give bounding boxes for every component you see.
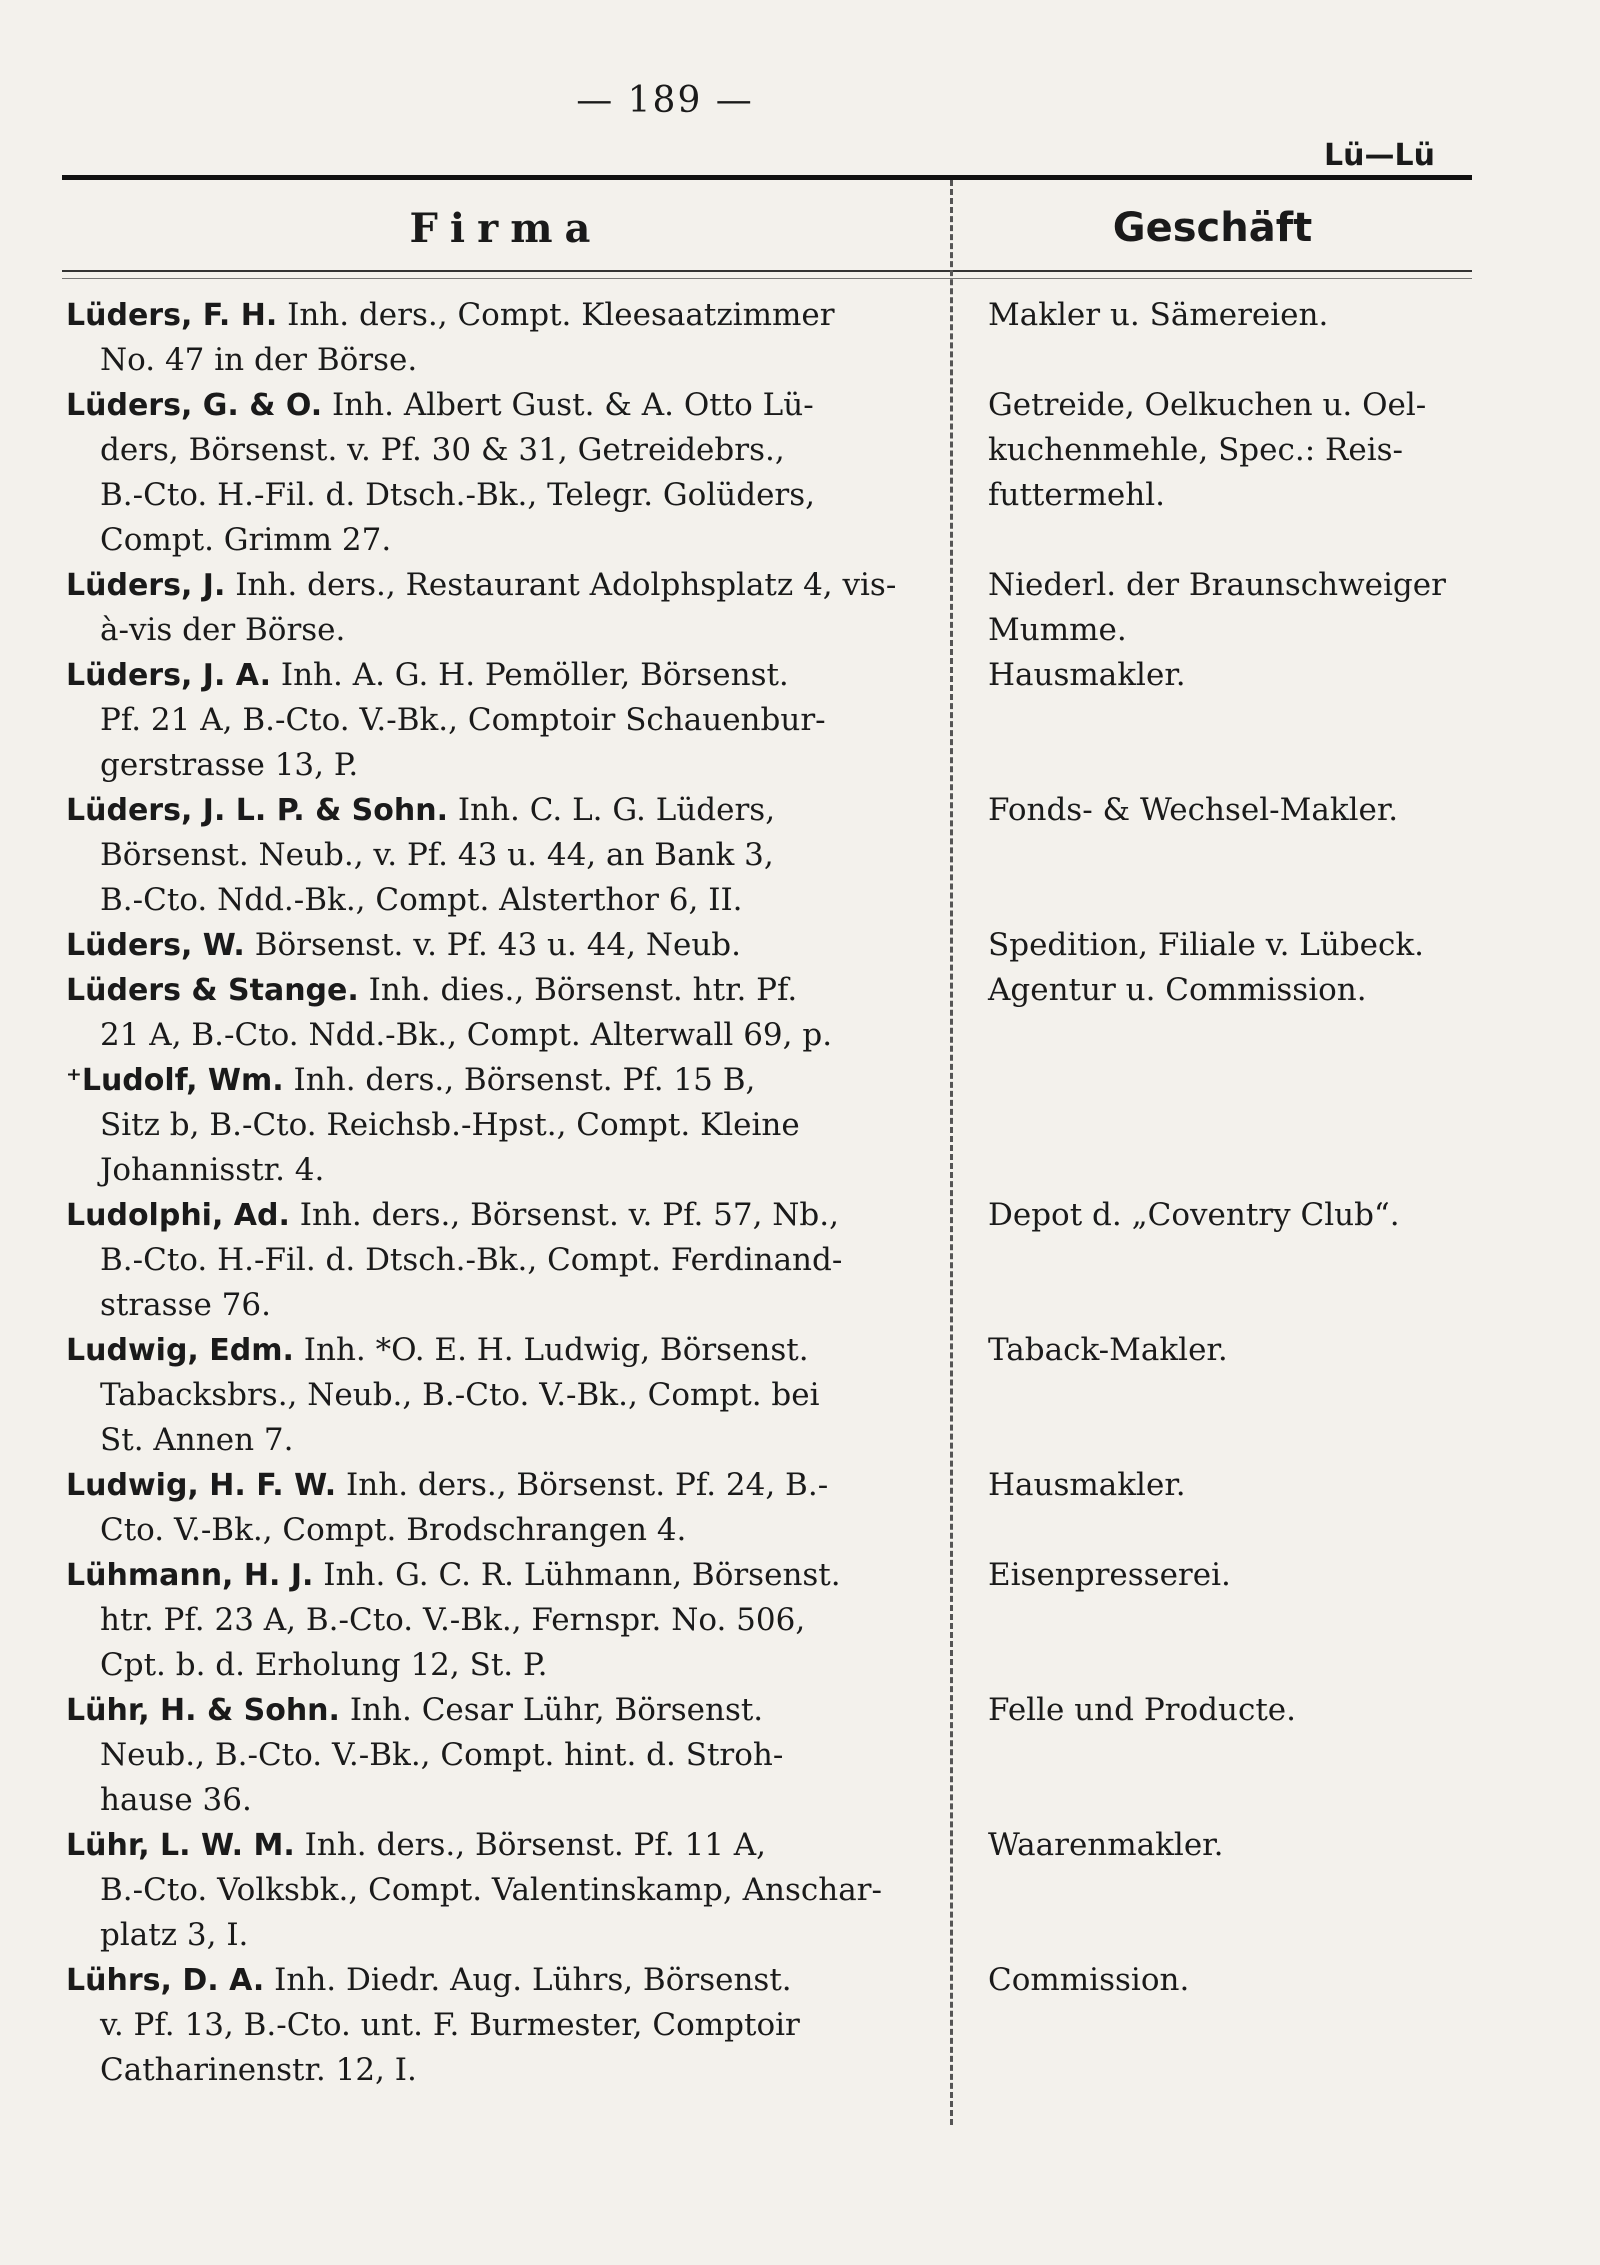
entry-continuation-line: Pf. 21 A, B.-Cto. V.-Bk., Comptoir Schauenbur- <box>100 702 826 738</box>
entry-first-line <box>66 1688 924 1733</box>
page-number: — 189 — <box>576 80 754 121</box>
entry-first-line-text: Inh. Cesar Lühr, Börsenst. <box>349 1692 764 1728</box>
entry-first-line <box>66 788 924 833</box>
entry-geschaeft-line: Hausmakler. <box>988 657 1186 693</box>
entry-name: Lüders & Stange. <box>66 973 359 1008</box>
entry-geschaeft <box>988 1193 1478 1238</box>
entry-first-line-text: Inh. ders., Börsenst. Pf. 15 B, <box>293 1062 756 1098</box>
entry-first-line <box>66 1463 924 1508</box>
entry-first-line-text: Inh. A. G. H. Pemöller, Börsenst. <box>280 657 789 693</box>
entry-geschaeft-line: kuchenmehle, Spec.: Reis- <box>988 432 1403 468</box>
entry-first-line-text: Inh. dies., Börsenst. htr. Pf. <box>368 972 798 1008</box>
entry-firma <box>66 383 924 563</box>
entry-continuation-line: Cto. V.-Bk., Compt. Brodschrangen 4. <box>100 1512 687 1548</box>
entry-geschaeft <box>988 923 1478 968</box>
entry-first-line <box>66 383 924 428</box>
entry-geschaeft <box>988 653 1478 698</box>
entry-geschaeft-line: Getreide, Oelkuchen u. Oel- <box>988 387 1427 423</box>
entry-continuation-line: 21 A, B.-Cto. Ndd.-Bk., Compt. Alterwall 69, p. <box>100 1017 833 1053</box>
entry-firma <box>66 1958 924 2093</box>
entry-first-line-text: Inh. Diedr. Aug. Lührs, Börsenst. <box>274 1962 792 1998</box>
entry-first-line-text: Inh. ders., Börsenst. v. Pf. 57, Nb., <box>299 1197 839 1233</box>
entry-name: Lüders, J. L. P. & Sohn. <box>66 793 449 828</box>
entry-firma <box>66 1193 924 1328</box>
entry-firma <box>66 923 924 968</box>
entry-continuation-line: strasse 76. <box>100 1287 271 1323</box>
entry-first-line <box>66 1328 924 1373</box>
entry-first-line <box>66 1823 924 1868</box>
entry-first-line-text: Inh. *O. E. H. Ludwig, Börsenst. <box>303 1332 809 1368</box>
entry-name: ⁺Ludolf, Wm. <box>66 1063 284 1098</box>
entry-name: Lüders, J. <box>66 568 226 603</box>
entry-continuation-line: Johannisstr. 4. <box>100 1152 325 1188</box>
entry-name: Lüders, F. H. <box>66 298 278 333</box>
entry-geschaeft-line: Depot d. „Coventry Club“. <box>988 1197 1400 1233</box>
entry-first-line <box>66 1058 924 1103</box>
entry-first-line-text: Inh. G. C. R. Lühmann, Börsenst. <box>323 1557 841 1593</box>
entry-geschaeft <box>988 1958 1478 2003</box>
entry-continuation-line: v. Pf. 13, B.-Cto. unt. F. Burmester, Comptoir <box>100 2007 800 2043</box>
entry-first-line <box>66 1193 924 1238</box>
entry-firma <box>66 653 924 788</box>
column-header-geschaeft: Geschäft <box>1112 205 1313 251</box>
entry-geschaeft-line: futtermehl. <box>988 477 1165 513</box>
entry-first-line <box>66 563 924 608</box>
entry-continuation-line: Börsenst. Neub., v. Pf. 43 u. 44, an Bank 3, <box>100 837 774 873</box>
entry-name: Lüders, J. A. <box>66 658 271 693</box>
header-rule-thin <box>62 278 1472 279</box>
entry-geschaeft-line: Makler u. Sämereien. <box>988 297 1329 333</box>
column-header-firma: Firma <box>409 205 603 252</box>
entry-firma <box>66 563 924 653</box>
entry-continuation-line: Compt. Grimm 27. <box>100 522 392 558</box>
entry-continuation-line: gerstrasse 13, P. <box>100 747 359 783</box>
column-divider <box>950 180 953 2125</box>
entry-geschaeft-line: Commission. <box>988 1962 1190 1998</box>
entry-continuation-line: B.-Cto. H.-Fil. d. Dtsch.-Bk., Compt. Ferdinand- <box>100 1242 843 1278</box>
entry-geschaeft-line: Hausmakler. <box>988 1467 1186 1503</box>
entry-first-line <box>66 1553 924 1598</box>
entry-first-line-text: Inh. ders., Börsenst. Pf. 24, B.- <box>346 1467 829 1503</box>
entry-first-line-text: Inh. ders., Börsenst. Pf. 11 A, <box>304 1827 767 1863</box>
entry-first-line <box>66 968 924 1013</box>
entry-name: Ludwig, H. F. W. <box>66 1468 337 1503</box>
entry-geschaeft-line: Eisenpresserei. <box>988 1557 1231 1593</box>
entry-geschaeft <box>988 788 1478 833</box>
entry-name: Lührs, D. A. <box>66 1963 265 1998</box>
header-rule <box>62 270 1472 272</box>
entry-firma <box>66 1058 924 1193</box>
entry-first-line-text: Inh. ders., Restaurant Adolphsplatz 4, vis- <box>235 567 897 603</box>
entry-first-line <box>66 293 924 338</box>
entry-geschaeft-line: Fonds- & Wechsel-Makler. <box>988 792 1399 828</box>
entry-first-line <box>66 1958 924 2003</box>
entry-geschaeft <box>988 1553 1478 1598</box>
entry-continuation-line: B.-Cto. H.-Fil. d. Dtsch.-Bk., Telegr. Golüders, <box>100 477 815 513</box>
entry-name: Ludwig, Edm. <box>66 1333 294 1368</box>
entry-geschaeft-line: Niederl. der Braunschweiger <box>988 567 1446 603</box>
entry-firma <box>66 1823 924 1958</box>
entry-continuation-line: ders, Börsenst. v. Pf. 30 & 31, Getreidebrs., <box>100 432 785 468</box>
entry-geschaeft-line: Taback-Makler. <box>988 1332 1228 1368</box>
entry-geschaeft-line: Agentur u. Commission. <box>988 972 1367 1008</box>
entry-geschaeft <box>988 968 1478 1013</box>
entry-continuation-line: Tabacksbrs., Neub., B.-Cto. V.-Bk., Compt. bei <box>100 1377 820 1413</box>
entry-continuation-line: Catharinenstr. 12, I. <box>100 2052 417 2088</box>
entry-first-line-text: Inh. Albert Gust. & A. Otto Lü- <box>331 387 814 423</box>
entry-geschaeft <box>988 1328 1478 1373</box>
entry-name: Lühr, H. & Sohn. <box>66 1693 340 1728</box>
entry-first-line-text: Börsenst. v. Pf. 43 u. 44, Neub. <box>254 927 741 963</box>
entry-name: Ludolphi, Ad. <box>66 1198 290 1233</box>
entry-geschaeft-line: Waarenmakler. <box>988 1827 1224 1863</box>
entry-continuation-line: St. Annen 7. <box>100 1422 294 1458</box>
entry-continuation-line: No. 47 in der Börse. <box>100 342 418 378</box>
entry-geschaeft <box>988 383 1478 518</box>
entry-geschaeft <box>988 293 1478 338</box>
entry-firma <box>66 1553 924 1688</box>
entry-geschaeft-line: Spedition, Filiale v. Lübeck. <box>988 927 1425 963</box>
entry-geschaeft-line: Felle und Producte. <box>988 1692 1296 1728</box>
entry-geschaeft <box>988 563 1478 653</box>
entry-geschaeft <box>988 1463 1478 1508</box>
entry-firma <box>66 1463 924 1553</box>
entry-continuation-line: B.-Cto. Volksbk., Compt. Valentinskamp, Anschar- <box>100 1872 882 1908</box>
entry-continuation-line: platz 3, I. <box>100 1917 249 1953</box>
entry-continuation-line: hause 36. <box>100 1782 252 1818</box>
entry-continuation-line: Neub., B.-Cto. V.-Bk., Compt. hint. d. Stroh- <box>100 1737 784 1773</box>
entry-firma <box>66 788 924 923</box>
entry-first-line <box>66 923 924 968</box>
running-head: Lü—Lü <box>1324 138 1435 173</box>
entry-first-line <box>66 653 924 698</box>
entry-geschaeft <box>988 1688 1478 1733</box>
entry-continuation-line: htr. Pf. 23 A, B.-Cto. V.-Bk., Fernspr. No. 506, <box>100 1602 806 1638</box>
top-rule <box>62 175 1472 180</box>
entry-name: Lüders, G. & O. <box>66 388 323 423</box>
entry-first-line-text: Inh. C. L. G. Lüders, <box>457 792 776 828</box>
entry-name: Lühmann, H. J. <box>66 1558 314 1593</box>
entry-name: Lühr, L. W. M. <box>66 1828 295 1863</box>
entry-first-line-text: Inh. ders., Compt. Kleesaatzimmer <box>287 297 835 333</box>
entry-continuation-line: à-vis der Börse. <box>100 612 346 648</box>
entry-continuation-line: Cpt. b. d. Erholung 12, St. P. <box>100 1647 548 1683</box>
entry-continuation-line: Sitz b, B.-Cto. Reichsb.-Hpst., Compt. Kleine <box>100 1107 800 1143</box>
entry-firma <box>66 1688 924 1823</box>
entry-firma <box>66 293 924 383</box>
entry-name: Lüders, W. <box>66 928 245 963</box>
entry-geschaeft <box>988 1823 1478 1868</box>
entry-firma <box>66 968 924 1058</box>
entry-firma <box>66 1328 924 1463</box>
entry-continuation-line: B.-Cto. Ndd.-Bk., Compt. Alsterthor 6, II. <box>100 882 743 918</box>
entry-geschaeft-line: Mumme. <box>988 612 1127 648</box>
